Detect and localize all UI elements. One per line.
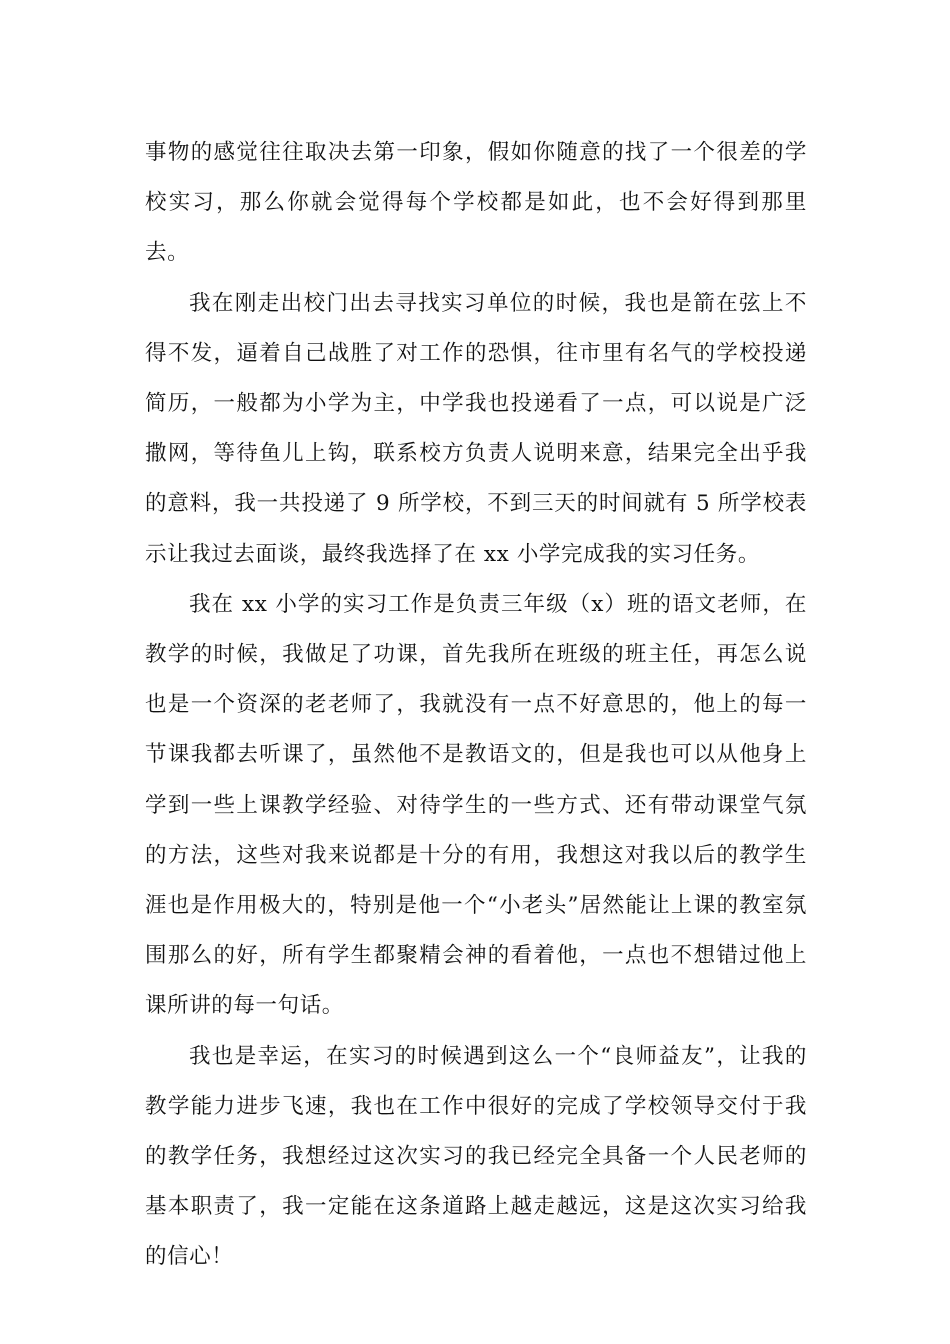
paragraph-2: 我在刚走出校门出去寻找实习单位的时候，我也是箭在弦上不得不发，逼着自己战胜了对工作的恐惧，往市里有名气的学校投递简历，一般都为小学为主，中学我也投递看了一点，可以说是广泛撒网，等待鱼儿上钩，联系校方负责人说明来意，结果完全出乎我的意料，我一共投递了 9 所学校，不到三天的时间就有 5 所学校表示让我过去面谈，最终我选择了在 xx 小学完成我的实习任务。	[145, 290, 807, 567]
paragraph-1: 事物的感觉往往取决去第一印象，假如你随意的找了一个很差的学校实习，那么你就会觉得每个学校都是如此，也不会好得到那里去。	[145, 140, 807, 266]
paragraph-3: 我在 xx 小学的实习工作是负责三年级（x）班的语文老师，在教学的时候，我做足了功课，首先我所在班级的班主任，再怎么说也是一个资深的老老师了，我就没有一点不好意思的，他上的每一节课我都去听课了，虽然他不是教语文的，但是我也可以从他身上学到一些上课教学经验、对待学生的一些方式、还有带动课堂气氛的方法，这些对我来说都是十分的有用，我想这对我以后的教学生涯也是作用极大的，特别是他一个“小老头”居然能让上课的教室氛围那么的好，所有学生都聚精会神的看着他，一点也不想错过他上课所讲的每一句话。	[145, 591, 807, 1019]
paragraph-4: 我也是幸运，在实习的时候遇到这么一个“良师益友”，让我的教学能力进步飞速，我也在工作中很好的完成了学校领导交付于我的教学任务，我想经过这次实习的我已经完全具备一个人民老师的基本职责了，我一定能在这条道路上越走越远，这是这次实习给我的信心！	[145, 1043, 807, 1270]
document-body	[145, 128, 807, 1283]
